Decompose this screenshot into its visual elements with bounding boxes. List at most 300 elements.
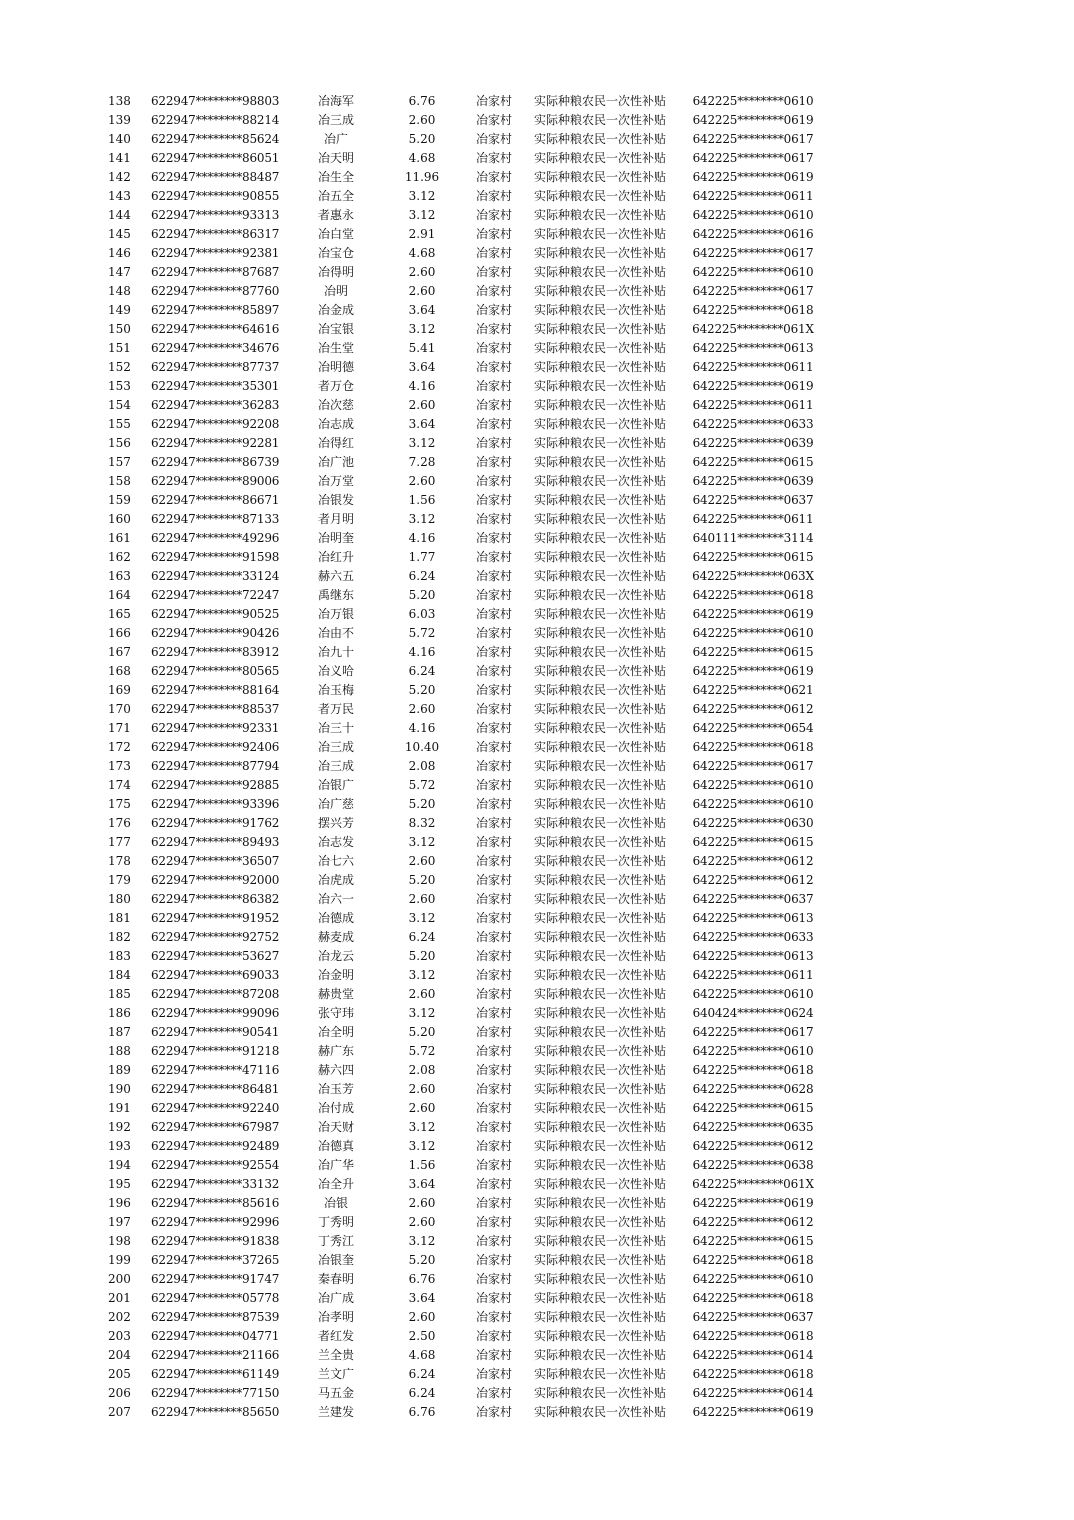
- village-name: 冶家村: [476, 360, 513, 374]
- farmer-name: 冶全明: [317, 1025, 354, 1039]
- id-number: 642225********0615: [692, 1101, 814, 1115]
- table-row: [0, 567, 1074, 586]
- farmer-name: 冶玉梅: [317, 683, 354, 697]
- village-name: 冶家村: [476, 1101, 513, 1115]
- subsidy-type: 实际种粮农民一次性补贴: [534, 1291, 667, 1305]
- account-number: 622947********61149: [151, 1367, 280, 1381]
- account-number: 622947********86739: [151, 455, 280, 469]
- id-number: 642225********0614: [692, 1386, 814, 1400]
- row-number: 165: [108, 607, 131, 621]
- id-number: 642225********0612: [692, 1215, 814, 1229]
- village-name: 冶家村: [476, 417, 513, 431]
- farmer-name: 冶金明: [317, 968, 354, 982]
- village-name: 冶家村: [476, 493, 513, 507]
- subsidy-type: 实际种粮农民一次性补贴: [534, 873, 667, 887]
- id-number: 642225********0618: [692, 740, 814, 754]
- farmer-name: 冶广池: [317, 455, 354, 469]
- farmer-name: 冶龙云: [317, 949, 354, 963]
- village-name: 冶家村: [476, 588, 513, 602]
- subsidy-type: 实际种粮农民一次性补贴: [534, 1158, 667, 1172]
- account-number: 622947********86671: [151, 493, 280, 507]
- account-number: 622947********85897: [151, 303, 280, 317]
- account-number: 622947********86481: [151, 1082, 280, 1096]
- table-row: [0, 1308, 1074, 1327]
- row-number: 190: [108, 1082, 131, 1096]
- farmer-name: 冶玉芳: [317, 1082, 354, 1096]
- subsidy-amount: 3.12: [408, 189, 436, 203]
- farmer-name: 冶天明: [317, 151, 354, 165]
- subsidy-type: 实际种粮农民一次性补贴: [534, 702, 667, 716]
- row-number: 139: [108, 113, 131, 127]
- id-number: 642225********0611: [692, 360, 814, 374]
- subsidy-amount: 1.77: [408, 550, 436, 564]
- subsidy-amount: 2.60: [408, 1310, 436, 1324]
- subsidy-amount: 2.91: [408, 227, 436, 241]
- id-number: 642225********0610: [692, 1272, 814, 1286]
- subsidy-type: 实际种粮农民一次性补贴: [534, 759, 667, 773]
- farmer-name: 冶五全: [317, 189, 354, 203]
- farmer-name: 冶金成: [317, 303, 354, 317]
- account-number: 622947********99096: [151, 1006, 280, 1020]
- account-number: 622947********93313: [151, 208, 280, 222]
- row-number: 205: [108, 1367, 131, 1381]
- farmer-name: 冶三成: [317, 113, 354, 127]
- table-row: [0, 890, 1074, 909]
- subsidy-amount: 6.24: [408, 930, 436, 944]
- subsidy-type: 实际种粮农民一次性补贴: [534, 360, 667, 374]
- farmer-name: 者月明: [317, 512, 354, 526]
- subsidy-type: 实际种粮农民一次性补贴: [534, 246, 667, 260]
- table-row: [0, 1118, 1074, 1137]
- subsidy-amount: 2.60: [408, 398, 436, 412]
- farmer-name: 冶七六: [317, 854, 354, 868]
- id-number: 642225********0610: [692, 1044, 814, 1058]
- subsidy-amount: 3.12: [408, 1006, 436, 1020]
- account-number: 622947********88537: [151, 702, 280, 716]
- row-number: 166: [108, 626, 131, 640]
- row-number: 175: [108, 797, 131, 811]
- account-number: 622947********92208: [151, 417, 280, 431]
- table-row: [0, 909, 1074, 928]
- account-number: 622947********90426: [151, 626, 280, 640]
- farmer-name: 冶广: [323, 132, 348, 146]
- village-name: 冶家村: [476, 854, 513, 868]
- table-row: [0, 586, 1074, 605]
- farmer-name: 冶白堂: [317, 227, 354, 241]
- subsidy-amount: 11.96: [404, 170, 440, 184]
- subsidy-amount: 3.12: [408, 911, 436, 925]
- row-number: 177: [108, 835, 131, 849]
- subsidy-type: 实际种粮农民一次性补贴: [534, 721, 667, 735]
- row-number: 146: [108, 246, 131, 260]
- village-name: 冶家村: [476, 645, 513, 659]
- table-row: [0, 1270, 1074, 1289]
- id-number: 642225********0621: [692, 683, 814, 697]
- table-row: [0, 776, 1074, 795]
- row-number: 178: [108, 854, 131, 868]
- table-row: [0, 453, 1074, 472]
- table-row: [0, 1289, 1074, 1308]
- table-row: [0, 1042, 1074, 1061]
- subsidy-type: 实际种粮农民一次性补贴: [534, 227, 667, 241]
- row-number: 159: [108, 493, 131, 507]
- row-number: 191: [108, 1101, 131, 1115]
- id-number: 642225********0639: [692, 436, 814, 450]
- table-row: [0, 1004, 1074, 1023]
- subsidy-type: 实际种粮农民一次性补贴: [534, 683, 667, 697]
- account-number: 622947********91952: [151, 911, 280, 925]
- subsidy-type: 实际种粮农民一次性补贴: [534, 740, 667, 754]
- row-number: 138: [108, 94, 131, 108]
- subsidy-amount: 3.12: [408, 1234, 436, 1248]
- subsidy-type: 实际种粮农民一次性补贴: [534, 436, 667, 450]
- id-number: 642225********0618: [692, 1329, 814, 1343]
- account-number: 622947********36283: [151, 398, 280, 412]
- account-number: 622947********85624: [151, 132, 280, 146]
- account-number: 622947********21166: [151, 1348, 280, 1362]
- village-name: 冶家村: [476, 911, 513, 925]
- id-number: 642225********0610: [692, 265, 814, 279]
- id-number: 642225********0611: [692, 968, 814, 982]
- subsidy-amount: 2.60: [408, 1196, 436, 1210]
- row-number: 202: [108, 1310, 131, 1324]
- subsidy-amount: 4.16: [408, 379, 436, 393]
- row-number: 158: [108, 474, 131, 488]
- row-number: 200: [108, 1272, 131, 1286]
- id-number: 642225********0612: [692, 702, 814, 716]
- table-row: [0, 719, 1074, 738]
- subsidy-type: 实际种粮农民一次性补贴: [534, 493, 667, 507]
- subsidy-amount: 5.20: [408, 949, 436, 963]
- village-name: 冶家村: [476, 303, 513, 317]
- subsidy-amount: 3.12: [408, 835, 436, 849]
- subsidy-amount: 2.60: [408, 265, 436, 279]
- row-number: 167: [108, 645, 131, 659]
- table-row: [0, 1023, 1074, 1042]
- account-number: 622947********88214: [151, 113, 280, 127]
- account-number: 622947********91218: [151, 1044, 280, 1058]
- row-number: 140: [108, 132, 131, 146]
- row-number: 148: [108, 284, 131, 298]
- id-number: 642225********0618: [692, 588, 814, 602]
- farmer-name: 冶德成: [317, 911, 354, 925]
- farmer-name: 者万仓: [317, 379, 354, 393]
- table-row: [0, 1365, 1074, 1384]
- row-number: 141: [108, 151, 131, 165]
- village-name: 冶家村: [476, 94, 513, 108]
- subsidy-type: 实际种粮农民一次性补贴: [534, 94, 667, 108]
- village-name: 冶家村: [476, 1044, 513, 1058]
- subsidy-type: 实际种粮农民一次性补贴: [534, 1348, 667, 1362]
- village-name: 冶家村: [476, 1348, 513, 1362]
- account-number: 622947********04771: [151, 1329, 280, 1343]
- row-number: 164: [108, 588, 131, 602]
- village-name: 冶家村: [476, 189, 513, 203]
- village-name: 冶家村: [476, 664, 513, 678]
- table-row: [0, 1175, 1074, 1194]
- account-number: 622947********86317: [151, 227, 280, 241]
- table-row: [0, 225, 1074, 244]
- subsidy-type: 实际种粮农民一次性补贴: [534, 1367, 667, 1381]
- id-number: 642225********0618: [692, 303, 814, 317]
- account-number: 622947********92240: [151, 1101, 280, 1115]
- id-number: 642225********0633: [692, 930, 814, 944]
- farmer-name: 禹继东: [317, 588, 354, 602]
- subsidy-amount: 6.03: [408, 607, 436, 621]
- subsidy-type: 实际种粮农民一次性补贴: [534, 626, 667, 640]
- table-row: [0, 396, 1074, 415]
- account-number: 622947********87760: [151, 284, 280, 298]
- village-name: 冶家村: [476, 968, 513, 982]
- table-row: [0, 339, 1074, 358]
- id-number: 642225********0616: [692, 227, 814, 241]
- account-number: 622947********92489: [151, 1139, 280, 1153]
- account-number: 622947********33132: [151, 1177, 280, 1191]
- table-row: [0, 643, 1074, 662]
- id-number: 642225********0654: [692, 721, 814, 735]
- village-name: 冶家村: [476, 227, 513, 241]
- subsidy-type: 实际种粮农民一次性补贴: [534, 1253, 667, 1267]
- village-name: 冶家村: [476, 1215, 513, 1229]
- account-number: 622947********92885: [151, 778, 280, 792]
- subsidy-type: 实际种粮农民一次性补贴: [534, 531, 667, 545]
- id-number: 642225********0617: [692, 284, 814, 298]
- farmer-name: 冶志发: [317, 835, 354, 849]
- row-number: 182: [108, 930, 131, 944]
- account-number: 622947********87133: [151, 512, 280, 526]
- subsidy-type: 实际种粮农民一次性补贴: [534, 550, 667, 564]
- account-number: 622947********92554: [151, 1158, 280, 1172]
- id-number: 642225********0619: [692, 379, 814, 393]
- subsidy-amount: 4.68: [408, 246, 436, 260]
- village-name: 冶家村: [476, 759, 513, 773]
- village-name: 冶家村: [476, 550, 513, 564]
- farmer-name: 冶广成: [317, 1291, 354, 1305]
- account-number: 622947********35301: [151, 379, 280, 393]
- id-number: 642225********0610: [692, 208, 814, 222]
- village-name: 冶家村: [476, 1158, 513, 1172]
- farmer-name: 赫贵堂: [317, 987, 354, 1001]
- table-row: [0, 624, 1074, 643]
- farmer-name: 兰建发: [317, 1405, 354, 1419]
- account-number: 622947********92996: [151, 1215, 280, 1229]
- row-number: 189: [108, 1063, 131, 1077]
- id-number: 642225********0614: [692, 1348, 814, 1362]
- subsidy-amount: 4.16: [408, 721, 436, 735]
- id-number: 642225********0639: [692, 474, 814, 488]
- village-name: 冶家村: [476, 683, 513, 697]
- subsidy-type: 实际种粮农民一次性补贴: [534, 417, 667, 431]
- subsidy-amount: 4.16: [408, 645, 436, 659]
- id-number: 642225********0610: [692, 778, 814, 792]
- id-number: 642225********0617: [692, 151, 814, 165]
- village-name: 冶家村: [476, 1177, 513, 1191]
- subsidy-amount: 5.20: [408, 132, 436, 146]
- id-number: 642225********0612: [692, 854, 814, 868]
- farmer-name: 冶三十: [317, 721, 354, 735]
- subsidy-type: 实际种粮农民一次性补贴: [534, 1234, 667, 1248]
- subsidy-amount: 3.12: [408, 436, 436, 450]
- farmer-name: 冶德真: [317, 1139, 354, 1153]
- farmer-name: 者红发: [317, 1329, 354, 1343]
- account-number: 622947********92281: [151, 436, 280, 450]
- subsidy-amount: 3.64: [408, 303, 436, 317]
- row-number: 193: [108, 1139, 131, 1153]
- village-name: 冶家村: [476, 512, 513, 526]
- subsidy-amount: 3.64: [408, 1177, 436, 1191]
- farmer-name: 冶万堂: [317, 474, 354, 488]
- row-number: 147: [108, 265, 131, 279]
- row-number: 153: [108, 379, 131, 393]
- subsidy-type: 实际种粮农民一次性补贴: [534, 189, 667, 203]
- account-number: 622947********53627: [151, 949, 280, 963]
- account-number: 622947********89493: [151, 835, 280, 849]
- subsidy-amount: 5.72: [408, 778, 436, 792]
- subsidy-amount: 2.60: [408, 1101, 436, 1115]
- subsidy-type: 实际种粮农民一次性补贴: [534, 892, 667, 906]
- row-number: 154: [108, 398, 131, 412]
- table-row: [0, 1194, 1074, 1213]
- row-number: 155: [108, 417, 131, 431]
- row-number: 199: [108, 1253, 131, 1267]
- subsidy-amount: 3.12: [408, 1139, 436, 1153]
- subsidy-amount: 5.20: [408, 683, 436, 697]
- id-number: 642225********0612: [692, 1139, 814, 1153]
- table-row: [0, 662, 1074, 681]
- table-row: [0, 833, 1074, 852]
- account-number: 622947********72247: [151, 588, 280, 602]
- subsidy-amount: 3.12: [408, 968, 436, 982]
- village-name: 冶家村: [476, 1253, 513, 1267]
- row-number: 172: [108, 740, 131, 754]
- subsidy-type: 实际种粮农民一次性补贴: [534, 170, 667, 184]
- table-row: [0, 92, 1074, 111]
- table-row: [0, 871, 1074, 890]
- table-row: [0, 434, 1074, 453]
- table-row: [0, 1137, 1074, 1156]
- subsidy-type: 实际种粮农民一次性补贴: [534, 968, 667, 982]
- account-number: 622947********90855: [151, 189, 280, 203]
- subsidy-type: 实际种粮农民一次性补贴: [534, 1006, 667, 1020]
- table-row: [0, 1232, 1074, 1251]
- village-name: 冶家村: [476, 1082, 513, 1096]
- subsidy-type: 实际种粮农民一次性补贴: [534, 930, 667, 944]
- id-number: 642225********0610: [692, 987, 814, 1001]
- account-number: 622947********85650: [151, 1405, 280, 1419]
- table-row: [0, 1327, 1074, 1346]
- farmer-name: 兰全贵: [317, 1348, 354, 1362]
- id-number: 642225********0617: [692, 132, 814, 146]
- subsidy-type: 实际种粮农民一次性补贴: [534, 607, 667, 621]
- village-name: 冶家村: [476, 1367, 513, 1381]
- id-number: 642225********0635: [692, 1120, 814, 1134]
- account-number: 622947********92381: [151, 246, 280, 260]
- subsidy-type: 实际种粮农民一次性补贴: [534, 474, 667, 488]
- village-name: 冶家村: [476, 740, 513, 754]
- village-name: 冶家村: [476, 1310, 513, 1324]
- row-number: 157: [108, 455, 131, 469]
- farmer-name: 冶孝明: [317, 1310, 354, 1324]
- id-number: 640111********3114: [692, 531, 814, 545]
- farmer-name: 冶志成: [317, 417, 354, 431]
- id-number: 642225********0615: [692, 550, 814, 564]
- row-number: 180: [108, 892, 131, 906]
- table-row: [0, 1156, 1074, 1175]
- village-name: 冶家村: [476, 1234, 513, 1248]
- id-number: 642225********0637: [692, 1310, 814, 1324]
- table-row: [0, 130, 1074, 149]
- village-name: 冶家村: [476, 1063, 513, 1077]
- row-number: 197: [108, 1215, 131, 1229]
- farmer-name: 冶六一: [317, 892, 354, 906]
- subsidy-table: [0, 92, 1074, 1422]
- id-number: 640424********0624: [692, 1006, 814, 1020]
- subsidy-type: 实际种粮农民一次性补贴: [534, 949, 667, 963]
- village-name: 冶家村: [476, 949, 513, 963]
- farmer-name: 冶由不: [317, 626, 354, 640]
- account-number: 622947********92406: [151, 740, 280, 754]
- farmer-name: 冶付成: [317, 1101, 354, 1115]
- table-row: [0, 168, 1074, 187]
- village-name: 冶家村: [476, 721, 513, 735]
- farmer-name: 冶生堂: [317, 341, 354, 355]
- subsidy-amount: 2.60: [408, 1215, 436, 1229]
- table-row: [0, 149, 1074, 168]
- table-row: [0, 1384, 1074, 1403]
- row-number: 168: [108, 664, 131, 678]
- village-name: 冶家村: [476, 208, 513, 222]
- village-name: 冶家村: [476, 778, 513, 792]
- subsidy-type: 实际种粮农民一次性补贴: [534, 911, 667, 925]
- subsidy-amount: 3.12: [408, 512, 436, 526]
- table-row: [0, 529, 1074, 548]
- subsidy-type: 实际种粮农民一次性补贴: [534, 322, 667, 336]
- subsidy-amount: 7.28: [408, 455, 436, 469]
- subsidy-type: 实际种粮农民一次性补贴: [534, 797, 667, 811]
- id-number: 642225********0617: [692, 1025, 814, 1039]
- row-number: 183: [108, 949, 131, 963]
- subsidy-type: 实际种粮农民一次性补贴: [534, 1044, 667, 1058]
- table-row: [0, 985, 1074, 1004]
- village-name: 冶家村: [476, 436, 513, 450]
- subsidy-amount: 6.76: [408, 94, 436, 108]
- subsidy-amount: 5.20: [408, 1025, 436, 1039]
- account-number: 622947********64616: [151, 322, 280, 336]
- subsidy-amount: 2.60: [408, 854, 436, 868]
- table-row: [0, 263, 1074, 282]
- village-name: 冶家村: [476, 1139, 513, 1153]
- farmer-name: 赫麦成: [317, 930, 354, 944]
- table-row: [0, 415, 1074, 434]
- row-number: 161: [108, 531, 131, 545]
- id-number: 642225********0610: [692, 94, 814, 108]
- subsidy-type: 实际种粮农民一次性补贴: [534, 1082, 667, 1096]
- village-name: 冶家村: [476, 702, 513, 716]
- subsidy-amount: 5.20: [408, 873, 436, 887]
- subsidy-type: 实际种粮农民一次性补贴: [534, 341, 667, 355]
- table-row: [0, 1403, 1074, 1422]
- table-row: [0, 1251, 1074, 1270]
- id-number: 642225********0619: [692, 170, 814, 184]
- subsidy-amount: 4.68: [408, 1348, 436, 1362]
- farmer-name: 冶红升: [317, 550, 354, 564]
- subsidy-type: 实际种粮农民一次性补贴: [534, 835, 667, 849]
- account-number: 622947********91838: [151, 1234, 280, 1248]
- farmer-name: 冶明德: [317, 360, 354, 374]
- account-number: 622947********88164: [151, 683, 280, 697]
- id-number: 642225********0610: [692, 626, 814, 640]
- row-number: 149: [108, 303, 131, 317]
